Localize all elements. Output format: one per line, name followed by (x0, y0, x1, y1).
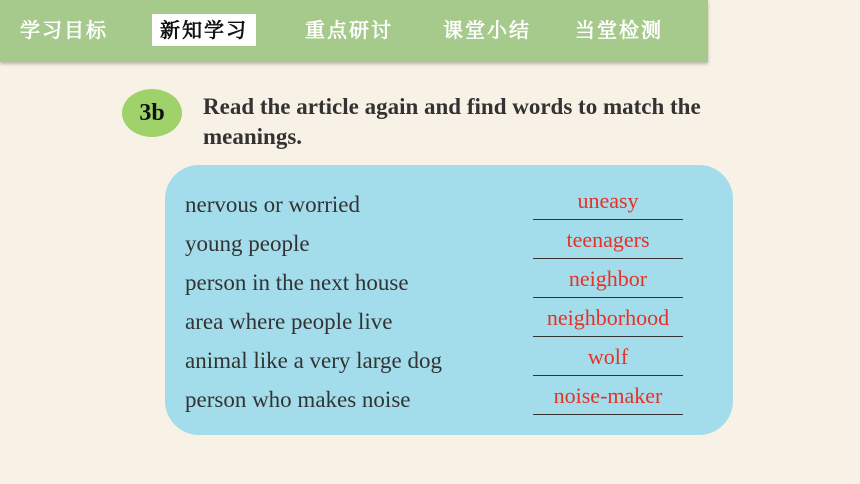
answer-text: noise-maker (553, 383, 663, 408)
meaning-text: young people (185, 231, 310, 256)
tab-class-test[interactable]: 当堂检测 (575, 18, 663, 42)
answer-text: uneasy (577, 188, 639, 213)
answer-text: neighborhood (546, 305, 670, 330)
tab-key-discussion[interactable]: 重点研讨 (305, 18, 393, 42)
matching-row (185, 344, 705, 376)
answer-blank (533, 375, 683, 376)
top-nav-bar (0, 0, 708, 62)
answer-blank (533, 219, 683, 220)
answer-blank (533, 336, 683, 337)
meaning-text: person in the next house (185, 270, 409, 295)
exercise-instruction: Read the article again and find words to match the meanings. (203, 94, 701, 149)
matching-row (185, 383, 705, 415)
answer-text: neighbor (568, 266, 648, 291)
answer-blank (533, 414, 683, 415)
tab-class-summary[interactable]: 课堂小结 (443, 18, 531, 42)
meaning-text: area where people live (185, 309, 393, 334)
matching-row (185, 188, 705, 220)
matching-row (185, 305, 705, 337)
meaning-text: nervous or worried (185, 192, 361, 217)
meaning-text: animal like a very large dog (185, 348, 442, 373)
answer-text: teenagers (566, 227, 650, 252)
tab-learning-objectives[interactable]: 学习目标 (20, 18, 108, 42)
exercise-number-badge: 3b (122, 89, 182, 137)
meaning-text: person who makes noise (185, 387, 411, 412)
tab-new-knowledge[interactable]: 新知学习 (152, 14, 256, 46)
answer-text: wolf (587, 344, 629, 369)
answer-blank (533, 297, 683, 298)
matching-row (185, 266, 705, 298)
answer-blank (533, 258, 683, 259)
matching-row (185, 227, 705, 259)
